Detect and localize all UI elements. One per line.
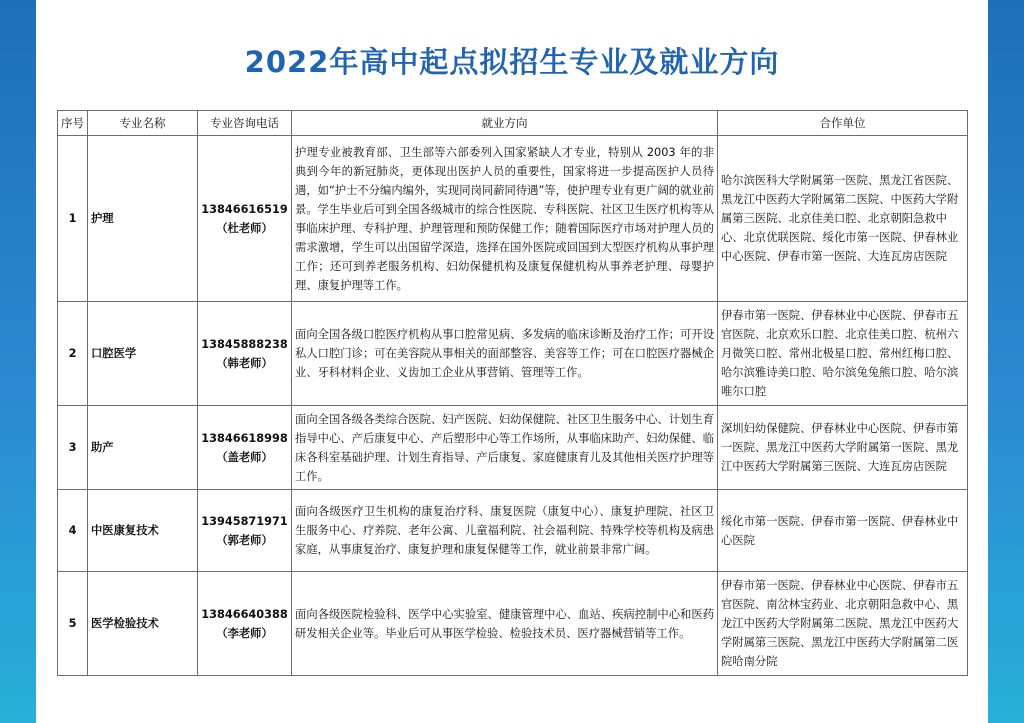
row-phone: 13846616519 [201,202,288,216]
row-direction: 面向全国各级各类综合医院、妇产医院、妇幼保健院、社区卫生服务中心、计划生育指导中心、产后康复中心、产后塑形中心等工作场所，从事临床助产、妇幼保健、临床各科室基础护理、计划生育指导、产后康复、家庭健康育儿及其他相关医疗护理等工作。 [292,406,718,490]
row-seq: 4 [58,490,88,572]
header-seq: 序号 [58,111,88,136]
row-partners: 伊春市第一医院、伊春林业中心医院、伊春市五官医院、南岔林宝药业、北京朝阳急救中心、黑龙江中医药大学附属第二医院、黑龙江中医药大学附属第三医院、黑龙江中医药大学附属第二医院哈南分院 [718,572,968,676]
row-major: 助产 [88,406,198,490]
header-major: 专业名称 [88,111,198,136]
row-direction: 面向各级医疗卫生机构的康复治疗科、康复医院（康复中心）、康复护理院、社区卫生服务中心、疗养院、老年公寓、儿童福利院、社会福利院、特殊学校等机构及病患家庭，从事康复治疗、康复护理和康复保健等工作，就业前景非常广阔。 [292,490,718,572]
row-seq: 2 [58,302,88,406]
row-teacher: （杜老师） [216,221,273,235]
table-row [58,572,968,676]
row-teacher: （韩老师） [216,356,273,370]
row-partners: 深圳妇幼保健院、伊春林业中心医院、伊春市第一医院、黑龙江中医药大学附属第一医院、黑龙江中医药大学附属第三医院、大连瓦房店医院 [718,406,968,490]
row-seq: 3 [58,406,88,490]
row-phone-cell [198,490,292,572]
row-partners: 伊春市第一医院、伊春林业中心医院、伊春市五官医院、北京欢乐口腔、北京佳美口腔、杭州六月微笑口腔、常州北极星口腔、常州红梅口腔、哈尔滨雅诗美口腔、哈尔滨兔兔熊口腔、哈尔滨唯尔口腔 [718,302,968,406]
row-phone-cell [198,572,292,676]
row-phone-cell [198,136,292,302]
row-major: 中医康复技术 [88,490,198,572]
row-direction: 护理专业被教育部、卫生部等六部委列入国家紧缺人才专业，特别从 2003 年的非典到今年的新冠肺炎，更体现出医护人员的重要性，国家将进一步提高医护人员待遇，如“护士不分编内编外，实现同岗同薪同待遇”等，使护理专业有更广阔的就业前景。学生毕业后可到全国各级城市的综合性医院、专科医院、社区卫生医疗机构等从事临床护理、专科护理、护理管理和预防保健工作；随着国际医疗市场对护理人员的需求激增，学生可以出国留学深造，选择在国外医院或回国到大型医疗机构从事护理工作；还可到养老服务机构、妇幼保健机构及康复保健机构从事养老护理、母婴护理、康复护理等工作。 [292,136,718,302]
table-row [58,406,968,490]
row-phone-cell [198,406,292,490]
row-teacher: （李老师） [216,626,273,640]
row-seq: 5 [58,572,88,676]
header-partners: 合作单位 [718,111,968,136]
right-decor-bar [988,0,1024,723]
row-phone: 13846618998 [201,431,288,445]
header-phone: 专业咨询电话 [198,111,292,136]
row-phone: 13845888238 [201,337,288,351]
row-major: 口腔医学 [88,302,198,406]
table-row [58,302,968,406]
table-header-row [58,111,968,136]
table-row [58,136,968,302]
row-direction: 面向各级医院检验科、医学中心实验室、健康管理中心、血站、疾病控制中心和医药研发相关企业等。毕业后可从事医学检验、检验技术员、医疗器械营销等工作。 [292,572,718,676]
row-major: 医学检验技术 [88,572,198,676]
table-row [58,490,968,572]
row-partners: 绥化市第一医院、伊春市第一医院、伊春林业中心医院 [718,490,968,572]
row-teacher: （郭老师） [216,533,273,547]
row-phone: 13846640388 [201,607,288,621]
row-major: 护理 [88,136,198,302]
header-direction: 就业方向 [292,111,718,136]
row-teacher: （盖老师） [216,450,273,464]
row-phone-cell [198,302,292,406]
page-title: 2022年高中起点拟招生专业及就业方向 [244,45,780,79]
left-decor-bar [0,0,36,723]
row-seq: 1 [58,136,88,302]
row-phone: 13945871971 [201,514,288,528]
row-direction: 面向全国各级口腔医疗机构从事口腔常见病、多发病的临床诊断及治疗工作；可开设私人口腔门诊；可在美容院从事相关的面部整容、美容等工作；可在口腔医疗器械企业、牙科材料企业、义齿加工企业从事营销、管理等工作。 [292,302,718,406]
majors-table [57,110,968,676]
row-partners: 哈尔滨医科大学附属第一医院、黑龙江省医院、黑龙江中医药大学附属第二医院、中医药大学附属第三医院、北京佳美口腔、北京朝阳急救中心、北京优联医院、绥化市第一医院、伊春林业中心医院、伊春市第一医院、大连瓦房店医院 [718,136,968,302]
